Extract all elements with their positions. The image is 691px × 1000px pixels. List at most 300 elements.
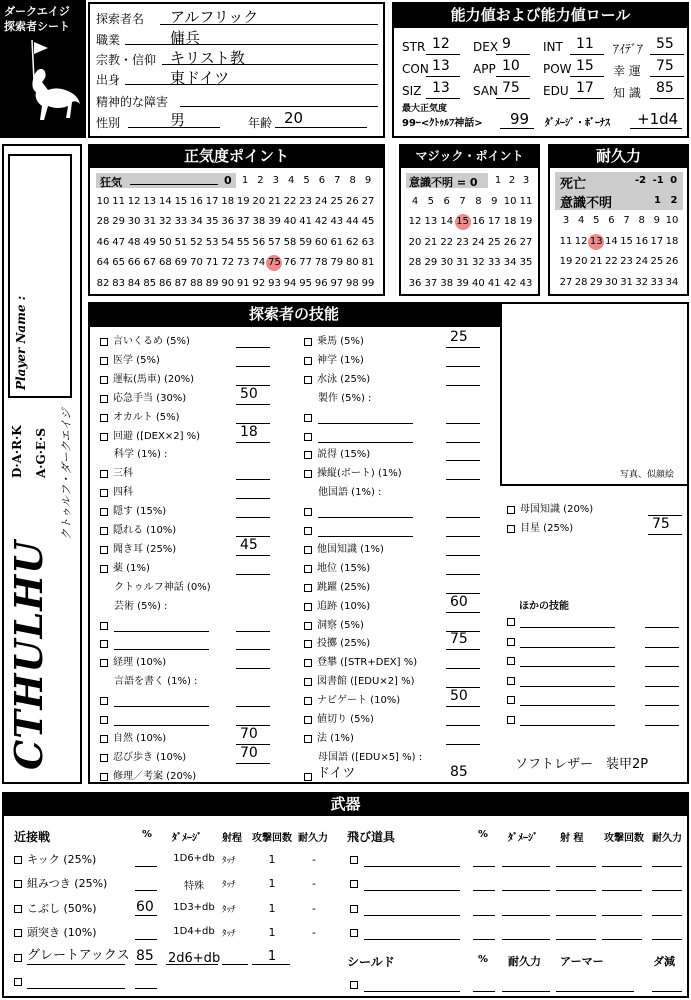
skill-checkbox[interactable] xyxy=(304,527,312,535)
track-number[interactable]: 34 xyxy=(190,216,203,227)
track-number[interactable]: 17 xyxy=(205,195,219,207)
track-number[interactable]: 21 xyxy=(268,195,281,207)
track-number[interactable]: 8 xyxy=(349,175,356,186)
track-number[interactable]: 55 xyxy=(236,236,250,248)
skill-checkbox[interactable] xyxy=(507,696,515,704)
skill-checkbox[interactable] xyxy=(14,905,22,913)
track-number[interactable]: 47 xyxy=(112,236,125,248)
track-number[interactable]: 22 xyxy=(283,195,297,207)
track-number[interactable]: 78 xyxy=(314,257,328,268)
shield-blank[interactable] xyxy=(364,991,460,992)
track-number[interactable]: 32 xyxy=(635,276,649,288)
track-number[interactable]: 1 xyxy=(494,175,502,186)
skill-checkbox[interactable] xyxy=(350,981,358,989)
track-number[interactable]: 58 xyxy=(283,236,297,248)
track-number[interactable]: 19 xyxy=(559,256,573,267)
ranged-blank[interactable] xyxy=(502,866,550,867)
skill-checkbox[interactable] xyxy=(507,506,515,514)
track-number[interactable]: 22 xyxy=(605,256,618,267)
skill-name-blank[interactable] xyxy=(318,423,413,424)
ranged-blank[interactable] xyxy=(652,866,682,867)
skill-checkbox[interactable] xyxy=(304,470,312,478)
track-number[interactable]: 40 xyxy=(472,277,485,289)
skill-checkbox[interactable] xyxy=(304,659,312,667)
track-number[interactable]: 6 xyxy=(608,215,615,226)
track-number[interactable]: 10 xyxy=(503,195,517,207)
skill-checkbox[interactable] xyxy=(350,905,358,913)
ranged-blank[interactable] xyxy=(602,890,642,891)
track-number[interactable]: 50 xyxy=(158,236,172,248)
track-number[interactable]: 57 xyxy=(268,236,281,248)
track-number[interactable]: 38 xyxy=(440,277,454,289)
track-number[interactable]: 24 xyxy=(314,195,328,207)
track-number[interactable]: 7 xyxy=(459,195,466,207)
track-number[interactable]: 87 xyxy=(174,277,188,289)
track-number[interactable]: 72 xyxy=(221,257,235,268)
skill-name-blank[interactable] xyxy=(114,725,209,726)
track-number[interactable]: 60 xyxy=(314,236,328,248)
skill-checkbox[interactable] xyxy=(507,716,515,724)
track-number[interactable]: 5 xyxy=(303,175,310,186)
stat-value[interactable]: 15 xyxy=(576,58,594,74)
skill-checkbox[interactable] xyxy=(304,414,312,422)
shield-blank[interactable] xyxy=(652,991,682,992)
track-number[interactable]: 23 xyxy=(620,256,633,267)
track-number[interactable]: 17 xyxy=(650,235,664,247)
skill-checkbox[interactable] xyxy=(100,527,108,535)
skill-checkbox[interactable] xyxy=(14,954,22,962)
skill-checkbox[interactable] xyxy=(100,754,108,762)
ranged-blank[interactable] xyxy=(473,890,495,891)
stat-value[interactable]: 75 xyxy=(502,80,520,96)
skill-checkbox[interactable] xyxy=(507,525,515,533)
track-number[interactable]: 71 xyxy=(205,257,219,268)
track-number[interactable]: 76 xyxy=(283,257,297,268)
ranged-blank[interactable] xyxy=(602,866,642,867)
track-number[interactable]: 25 xyxy=(330,195,344,207)
track-number[interactable]: 27 xyxy=(519,236,533,248)
track-number[interactable]: 93 xyxy=(268,277,281,289)
skill-name-blank[interactable] xyxy=(318,517,413,518)
skill-checkbox[interactable] xyxy=(100,735,108,743)
track-number[interactable]: 9 xyxy=(364,175,372,186)
track-number[interactable]: 17 xyxy=(487,216,501,227)
track-number[interactable]: 14 xyxy=(605,235,618,247)
skill-checkbox[interactable] xyxy=(100,659,108,667)
track-number[interactable]: 62 xyxy=(346,236,359,248)
track-number[interactable]: 4 xyxy=(411,195,419,207)
track-number[interactable]: 35 xyxy=(205,216,219,227)
shield-blank[interactable] xyxy=(556,991,634,992)
track-number[interactable]: 31 xyxy=(456,257,469,268)
track-number[interactable]: 70 xyxy=(190,257,203,268)
track-number[interactable]: 80 xyxy=(346,257,359,268)
track-number[interactable]: 79 xyxy=(330,257,344,268)
track-number[interactable]: 77 xyxy=(299,257,312,268)
track-number[interactable]: 34 xyxy=(665,276,679,288)
track-number[interactable]: 43 xyxy=(330,216,344,227)
track-number[interactable]: 54 xyxy=(221,236,235,248)
skill-checkbox[interactable] xyxy=(350,929,358,937)
skill-checkbox[interactable] xyxy=(100,470,108,478)
skill-checkbox[interactable] xyxy=(304,697,312,705)
track-number[interactable]: 26 xyxy=(503,236,517,248)
skill-checkbox[interactable] xyxy=(304,338,312,346)
dmg-bonus-value[interactable]: +1d4 xyxy=(637,110,679,128)
skill-checkbox[interactable] xyxy=(100,508,108,516)
origin-value[interactable]: 東ドイツ xyxy=(170,69,230,87)
skill-checkbox[interactable] xyxy=(100,565,108,573)
ranged-blank[interactable] xyxy=(364,915,460,916)
track-number[interactable]: 20 xyxy=(408,236,422,248)
track-number[interactable]: 42 xyxy=(314,216,328,227)
melee-pct[interactable]: 60 xyxy=(136,898,154,915)
track-number[interactable]: 5 xyxy=(427,195,435,207)
stat-value[interactable]: 10 xyxy=(502,58,520,74)
track-number[interactable]: 81 xyxy=(361,257,375,268)
skill-value[interactable]: 70 xyxy=(240,744,258,761)
track-number[interactable]: 12 xyxy=(408,216,422,227)
track-number[interactable]: 56 xyxy=(252,236,266,248)
track-number[interactable]: 53 xyxy=(205,236,219,248)
track-number[interactable]: 30 xyxy=(127,216,141,227)
skill-checkbox[interactable] xyxy=(14,880,22,888)
track-number[interactable]: 13 xyxy=(589,235,603,247)
track-number[interactable]: 33 xyxy=(487,257,501,268)
track-number[interactable]: 6 xyxy=(318,175,326,186)
track-number[interactable]: 13 xyxy=(143,195,157,207)
ranged-blank[interactable] xyxy=(602,939,642,940)
track-number[interactable]: 16 xyxy=(635,235,649,247)
skill-checkbox[interactable] xyxy=(304,603,312,611)
skill-checkbox[interactable] xyxy=(100,338,108,346)
other-skill-blank[interactable] xyxy=(520,647,615,648)
track-number[interactable]: 1 xyxy=(241,175,249,186)
track-number[interactable]: 3 xyxy=(272,175,279,186)
track-number[interactable]: 51 xyxy=(174,236,188,248)
track-number[interactable]: 37 xyxy=(424,277,438,289)
ranged-blank[interactable] xyxy=(602,915,642,916)
track-number[interactable]: 23 xyxy=(299,195,312,207)
skill-checkbox[interactable] xyxy=(304,640,312,648)
skill-value[interactable]: 75 xyxy=(652,515,670,532)
track-number[interactable]: 25 xyxy=(487,236,501,248)
max-san-value[interactable]: 99 xyxy=(510,110,530,128)
track-number[interactable]: 10 xyxy=(96,195,110,207)
track-number[interactable]: 18 xyxy=(221,195,235,207)
track-number[interactable]: 75 xyxy=(268,257,281,268)
other-skill-blank[interactable] xyxy=(520,725,615,726)
stat-value[interactable]: 75 xyxy=(656,58,674,74)
skill-checkbox[interactable] xyxy=(14,929,22,937)
skill-name-blank[interactable] xyxy=(318,536,413,537)
track-number[interactable]: 2 xyxy=(257,175,264,186)
track-number[interactable]: 61 xyxy=(330,236,344,248)
track-number[interactable]: 24 xyxy=(635,256,649,267)
track-number[interactable]: 9 xyxy=(653,215,661,226)
track-number[interactable]: 49 xyxy=(143,236,157,248)
track-number[interactable]: 21 xyxy=(424,236,438,248)
other-skill-blank[interactable] xyxy=(520,627,615,628)
track-number[interactable]: 43 xyxy=(519,277,533,289)
other-skill-blank[interactable] xyxy=(520,686,615,687)
skill-name-blank[interactable] xyxy=(114,649,209,650)
ranged-blank[interactable] xyxy=(473,939,495,940)
track-number[interactable]: 84 xyxy=(127,277,141,289)
name-value[interactable]: アルフリック xyxy=(170,8,259,26)
track-number[interactable]: 15 xyxy=(174,195,188,207)
other-skill-blank[interactable] xyxy=(520,705,615,706)
track-number[interactable]: 33 xyxy=(174,216,188,227)
ranged-blank[interactable] xyxy=(502,915,550,916)
track-number[interactable]: 73 xyxy=(236,257,250,268)
track-number[interactable]: 31 xyxy=(620,276,633,288)
track-number[interactable]: 8 xyxy=(638,215,645,226)
track-number[interactable]: 82 xyxy=(96,277,110,289)
skill-checkbox[interactable] xyxy=(304,716,312,724)
skill-value[interactable]: 25 xyxy=(450,329,468,345)
track-number[interactable]: 21 xyxy=(589,256,603,267)
track-number[interactable]: 35 xyxy=(519,257,533,268)
track-number[interactable]: 24 xyxy=(472,236,485,248)
ranged-blank[interactable] xyxy=(473,915,495,916)
stat-value[interactable]: 9 xyxy=(502,36,511,52)
track-number[interactable]: 7 xyxy=(334,175,341,186)
track-number[interactable]: 74 xyxy=(252,257,266,268)
track-number[interactable]: 39 xyxy=(268,216,281,227)
skill-checkbox[interactable] xyxy=(100,773,108,781)
skill-value[interactable]: 50 xyxy=(450,688,468,705)
track-number[interactable]: 13 xyxy=(424,216,438,227)
track-number[interactable]: 38 xyxy=(252,216,266,227)
skill-value[interactable]: 60 xyxy=(450,593,468,610)
skill-checkbox[interactable] xyxy=(100,433,108,441)
track-number[interactable]: 10 xyxy=(665,215,679,226)
skill-checkbox[interactable] xyxy=(14,856,22,864)
skill-checkbox[interactable] xyxy=(304,451,312,459)
skill-checkbox[interactable] xyxy=(100,414,108,422)
track-number[interactable]: 39 xyxy=(456,277,469,289)
track-number[interactable]: 32 xyxy=(472,257,485,268)
track-number[interactable]: 52 xyxy=(190,236,203,248)
shield-blank[interactable] xyxy=(502,991,550,992)
track-number[interactable]: 27 xyxy=(559,276,573,288)
religion-value[interactable]: キリスト教 xyxy=(170,49,245,67)
track-number[interactable]: 3 xyxy=(522,175,530,186)
other-skill-blank[interactable] xyxy=(520,666,615,667)
track-number[interactable]: 31 xyxy=(143,216,157,227)
track-number[interactable]: 14 xyxy=(158,195,172,207)
track-number[interactable]: 83 xyxy=(112,277,125,289)
skill-value[interactable]: 18 xyxy=(240,423,258,440)
track-number[interactable]: 9 xyxy=(491,195,498,207)
ranged-blank[interactable] xyxy=(652,915,682,916)
stat-value[interactable]: 17 xyxy=(576,80,594,96)
track-number[interactable]: 41 xyxy=(487,277,501,289)
skill-checkbox[interactable] xyxy=(507,657,515,665)
skill-checkbox[interactable] xyxy=(304,546,312,554)
skill-checkbox[interactable] xyxy=(304,433,312,441)
track-number[interactable]: 15 xyxy=(620,235,633,247)
track-number[interactable]: 33 xyxy=(650,276,664,288)
track-number[interactable]: 15 xyxy=(456,216,469,227)
stat-value[interactable]: 85 xyxy=(656,80,674,96)
track-number[interactable]: 68 xyxy=(158,257,172,268)
track-number[interactable]: 16 xyxy=(472,216,485,227)
skill-checkbox[interactable] xyxy=(100,395,108,403)
track-number[interactable]: 86 xyxy=(158,277,172,289)
track-number[interactable]: 37 xyxy=(236,216,250,227)
stat-value[interactable]: 12 xyxy=(432,36,450,52)
track-number[interactable]: 46 xyxy=(96,236,110,248)
track-number[interactable]: 66 xyxy=(127,257,141,268)
skill-checkbox[interactable] xyxy=(100,357,108,365)
track-number[interactable]: 11 xyxy=(112,195,125,207)
skill-checkbox[interactable] xyxy=(100,640,108,648)
ranged-blank[interactable] xyxy=(556,939,596,940)
track-number[interactable]: 18 xyxy=(503,216,517,227)
track-number[interactable]: 6 xyxy=(443,195,450,207)
ranged-blank[interactable] xyxy=(364,939,460,940)
skill-value[interactable]: 85 xyxy=(450,763,468,780)
stat-value[interactable]: 13 xyxy=(432,58,450,74)
track-number[interactable]: 5 xyxy=(593,215,600,226)
track-number[interactable]: 59 xyxy=(299,236,312,248)
skill-checkbox[interactable] xyxy=(507,677,515,685)
shield-blank[interactable] xyxy=(473,991,495,992)
stat-value[interactable]: 11 xyxy=(576,36,594,52)
skill-checkbox[interactable] xyxy=(507,638,515,646)
ranged-blank[interactable] xyxy=(502,890,550,891)
ranged-blank[interactable] xyxy=(556,866,596,867)
track-number[interactable]: 23 xyxy=(456,236,469,248)
track-number[interactable]: 28 xyxy=(574,276,588,288)
ranged-blank[interactable] xyxy=(364,890,460,891)
track-number[interactable]: 8 xyxy=(475,195,482,207)
track-number[interactable]: 48 xyxy=(127,236,141,248)
track-number[interactable]: 63 xyxy=(361,236,375,248)
ranged-blank[interactable] xyxy=(652,939,682,940)
track-number[interactable]: 4 xyxy=(287,175,295,186)
track-number[interactable]: 20 xyxy=(574,256,588,267)
ranged-blank[interactable] xyxy=(652,890,682,891)
track-number[interactable]: 36 xyxy=(408,277,422,289)
track-number[interactable]: 27 xyxy=(361,195,375,207)
skill-value[interactable]: 75 xyxy=(450,631,468,648)
track-number[interactable]: 12 xyxy=(574,235,588,247)
skill-checkbox[interactable] xyxy=(304,357,312,365)
track-number[interactable]: 29 xyxy=(589,276,603,288)
skill-name-blank[interactable] xyxy=(318,442,413,443)
track-number[interactable]: 19 xyxy=(519,216,533,227)
track-number[interactable]: 67 xyxy=(143,257,157,268)
track-number[interactable]: 32 xyxy=(158,216,172,227)
track-number[interactable]: 34 xyxy=(503,257,517,268)
track-number[interactable]: 25 xyxy=(650,256,664,267)
track-number[interactable]: 26 xyxy=(665,256,679,267)
skill-checkbox[interactable] xyxy=(304,622,312,630)
skill-checkbox[interactable] xyxy=(350,856,358,864)
skill-checkbox[interactable] xyxy=(100,546,108,554)
skill-checkbox[interactable] xyxy=(304,508,312,516)
track-number[interactable]: 22 xyxy=(440,236,454,248)
skill-value[interactable]: 50 xyxy=(240,385,258,402)
ranged-blank[interactable] xyxy=(473,866,495,867)
skill-checkbox[interactable] xyxy=(304,584,312,592)
skill-checkbox[interactable] xyxy=(100,716,108,724)
stat-value[interactable]: 55 xyxy=(656,36,674,52)
track-number[interactable]: 40 xyxy=(283,216,297,227)
ranged-blank[interactable] xyxy=(364,866,460,867)
track-number[interactable]: 90 xyxy=(221,277,235,289)
skill-checkbox[interactable] xyxy=(100,489,108,497)
track-number[interactable]: 36 xyxy=(221,216,235,227)
track-number[interactable]: 26 xyxy=(346,195,359,207)
track-number[interactable]: 85 xyxy=(143,277,157,289)
skill-checkbox[interactable] xyxy=(304,735,312,743)
track-number[interactable]: 97 xyxy=(330,277,344,289)
track-number[interactable]: 41 xyxy=(299,216,312,227)
track-number[interactable]: 11 xyxy=(519,195,533,207)
melee-pct[interactable]: 85 xyxy=(136,947,154,964)
track-number[interactable]: 96 xyxy=(314,277,328,289)
track-number[interactable]: 3 xyxy=(562,215,570,226)
age-value[interactable]: 20 xyxy=(284,109,304,127)
ranged-blank[interactable] xyxy=(556,890,596,891)
skill-checkbox[interactable] xyxy=(100,376,108,384)
track-number[interactable]: 12 xyxy=(127,195,141,207)
track-number[interactable]: 7 xyxy=(623,215,630,226)
track-number[interactable]: 29 xyxy=(424,257,438,268)
track-number[interactable]: 2 xyxy=(508,175,516,186)
track-number[interactable]: 14 xyxy=(440,216,454,227)
skill-name-blank[interactable] xyxy=(114,706,209,707)
track-number[interactable]: 11 xyxy=(559,235,573,247)
track-number[interactable]: 65 xyxy=(112,257,125,268)
track-number[interactable]: 64 xyxy=(96,257,110,268)
sex-value[interactable]: 男 xyxy=(170,111,186,129)
track-number[interactable]: 18 xyxy=(665,235,679,247)
track-number[interactable]: 88 xyxy=(190,277,203,289)
track-number[interactable]: 94 xyxy=(283,277,297,289)
track-number[interactable]: 19 xyxy=(236,195,250,207)
skill-checkbox[interactable] xyxy=(14,978,22,986)
track-number[interactable]: 89 xyxy=(205,277,219,289)
track-number[interactable]: 44 xyxy=(346,216,359,227)
skill-checkbox[interactable] xyxy=(350,880,358,888)
skill-checkbox[interactable] xyxy=(304,773,312,781)
track-number[interactable]: 28 xyxy=(96,216,110,227)
ranged-blank[interactable] xyxy=(502,939,550,940)
track-number[interactable]: 16 xyxy=(190,195,203,207)
skill-name-blank[interactable] xyxy=(114,631,209,632)
track-number[interactable]: 42 xyxy=(503,277,517,289)
skill-checkbox[interactable] xyxy=(507,618,515,626)
stat-value[interactable]: 13 xyxy=(432,80,450,96)
skill-checkbox[interactable] xyxy=(304,565,312,573)
skill-checkbox[interactable] xyxy=(304,376,312,384)
track-number[interactable]: 69 xyxy=(174,257,188,268)
track-number[interactable]: 45 xyxy=(361,216,375,227)
skill-checkbox[interactable] xyxy=(304,678,312,686)
track-number[interactable]: 91 xyxy=(236,277,250,289)
track-number[interactable]: 92 xyxy=(252,277,266,289)
track-number[interactable]: 95 xyxy=(299,277,312,289)
skill-value[interactable]: 70 xyxy=(240,725,258,742)
track-number[interactable]: 20 xyxy=(252,195,266,207)
track-number[interactable]: 4 xyxy=(577,215,585,226)
skill-value[interactable]: 45 xyxy=(240,536,258,553)
